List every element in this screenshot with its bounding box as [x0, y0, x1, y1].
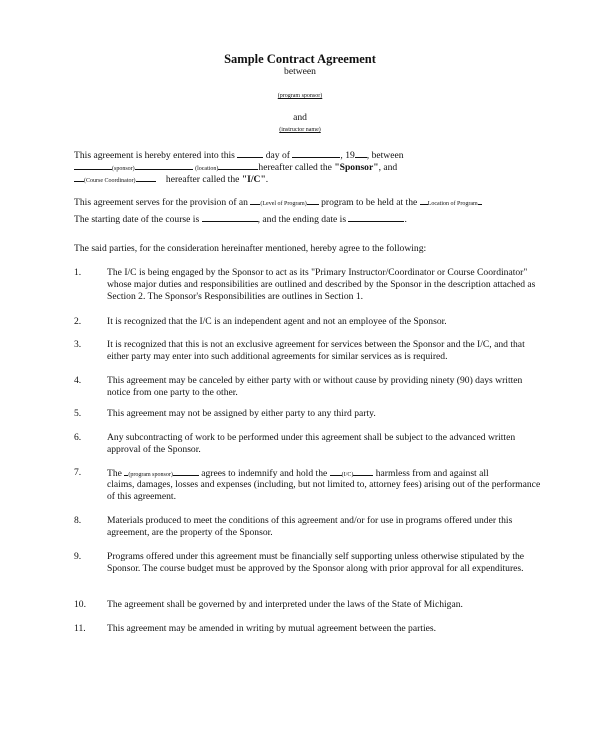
year-text: , 19 — [340, 150, 355, 161]
sponsor-blank-lead — [74, 161, 112, 170]
coordinator-placeholder: (Course Coordinator) — [84, 178, 136, 184]
clause-number: 5. — [74, 408, 82, 419]
clause-7-sponsor-placeholder: (program sponsor) — [128, 472, 173, 478]
clause-text: Programs offered under this agreement must be financially self supporting unless otherwise stipulated by the Sponsor. The course budget must be approved by the Sponsor along with prior approval for all expenditures. — [107, 551, 525, 575]
document-title: Sample Contract Agreement — [224, 52, 376, 66]
location-placeholder: (location) — [195, 166, 219, 172]
clause-7-sponsor-blank-tail — [173, 467, 199, 476]
location-blank — [218, 161, 258, 170]
ic-term: "I/C" — [241, 174, 266, 185]
end-date-blank — [348, 213, 404, 222]
services-line-1 — [74, 196, 482, 210]
clause-number: 2. — [74, 316, 82, 327]
intro-line-3 — [74, 173, 268, 187]
clause-7-ic-blank-lead — [330, 467, 342, 476]
clause-7-the: The — [107, 468, 122, 479]
and-label: and — [293, 112, 307, 123]
clause-text: This agreement may be amended in writing by mutual agreement between the parties. — [107, 623, 437, 634]
clause-7-ic-placeholder: (I/C) — [341, 472, 354, 478]
clause-text: Materials produced to meet the conditions of this agreement and/or for use in programs offered under this agreement, are the property of the Sponsor. — [107, 515, 513, 539]
hereafter-sponsor-text: hereafter called the — [258, 162, 335, 173]
clause-number: 10. — [74, 599, 86, 610]
year-blank — [355, 149, 367, 158]
month-blank — [292, 149, 340, 158]
end-date-text: , and the ending date is — [257, 214, 347, 225]
start-date-text: The starting date of the course is — [74, 214, 200, 225]
location-program-blank-tail — [478, 196, 482, 205]
clause-7-harmless: harmless from and against all — [375, 468, 489, 479]
day-blank — [237, 149, 263, 158]
clause-text: It is recognized that this is not an exclusive agreement for services between the Sponsor and the I/C, and that either party may enter into such additional agreements for similar services as is required. — [107, 339, 525, 363]
clause-number: 6. — [74, 432, 82, 443]
clause-7-indemnify: agrees to indemnify and hold the — [201, 468, 328, 479]
level-blank-tail — [307, 196, 319, 205]
clause-number: 8. — [74, 515, 82, 526]
clause-text: The I/C is being engaged by the Sponsor to act as its "Primary Instructor/Coordinator or Course Coordinator" whose major duties and responsibilities are outlined and described by the Sponsor in the description attached as Section 2. The Sponsor's Responsibilities are outlines in Section 1. — [107, 267, 536, 303]
clause-text: This agreement may not be assigned by either party to any third party. — [107, 408, 376, 419]
location-program-placeholder: Location of Program — [427, 201, 478, 207]
clause-number: 11. — [74, 623, 86, 634]
clause-number: 3. — [74, 339, 82, 350]
clause-number: 1. — [74, 267, 82, 278]
clause-text: This agreement may be canceled by either party with or without cause by providing ninety (90) days written notice from one party to the other. — [107, 375, 523, 399]
and-text: , and — [378, 162, 398, 173]
level-placeholder: (Level of Program) — [260, 201, 307, 207]
between-label: between — [284, 66, 316, 77]
hereafter-ic-text: hereafter called the — [165, 174, 242, 185]
between-text: , between — [366, 150, 404, 161]
clause-number: 4. — [74, 375, 82, 386]
coordinator-blank-tail — [136, 173, 156, 182]
held-at-text: program to be held at the — [321, 197, 418, 208]
end-period: . — [404, 214, 407, 225]
program-sponsor-placeholder: (program sponsor) — [277, 93, 323, 99]
start-date-blank — [202, 213, 258, 222]
intro-text: This agreement is hereby entered into this — [74, 150, 235, 161]
sponsor-placeholder: (sponsor) — [112, 166, 135, 172]
services-line-2 — [74, 213, 407, 226]
sponsor-term: "Sponsor" — [334, 162, 379, 173]
preamble: The said parties, for the consideration hereinafter mentioned, hereby agree to the following: — [74, 243, 427, 254]
clause-text: It is recognized that the I/C is an independent agent and not an employee of the Sponsor. — [107, 316, 447, 327]
clause-number: 7. — [74, 467, 82, 478]
day-of-text: day of — [265, 150, 290, 161]
ic-end: . — [265, 174, 269, 185]
clause-7-ic-blank-tail — [353, 467, 373, 476]
sponsor-blank-tail — [135, 161, 193, 170]
level-blank-lead — [250, 196, 260, 205]
clause-text: Any subcontracting of work to be performed under this agreement shall be subject to the advanced written approval of the Sponsor. — [107, 432, 516, 456]
location-program-blank-lead — [420, 196, 428, 205]
clause-7-rest: claims, damages, losses and expenses (including, but not limited to, attorney fees) arising out of the performance of this agreement. — [107, 479, 541, 503]
instructor-name-placeholder: (instructor name) — [279, 127, 321, 133]
services-text: This agreement serves for the provision of an — [74, 197, 248, 208]
clause-number: 9. — [74, 551, 82, 562]
clause-text: The agreement shall be governed by and interpreted under the laws of the State of Michigan. — [107, 599, 463, 610]
coordinator-blank-lead — [74, 173, 84, 182]
